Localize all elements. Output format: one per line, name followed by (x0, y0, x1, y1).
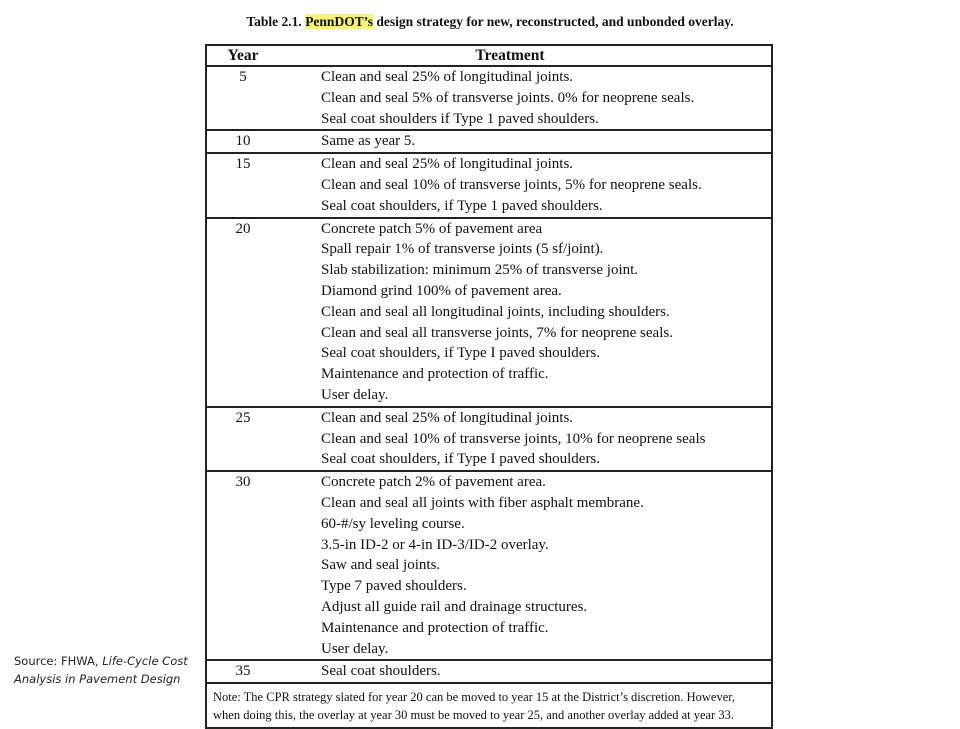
source-citation (14, 652, 194, 688)
treatment-item: 60-#/sy leveling course. (321, 515, 465, 532)
treatment-cell (279, 154, 771, 216)
year-cell: 15 (235, 156, 251, 173)
treatment-item: Slab stabilization: minimum 25% of transverse joint. (321, 262, 639, 279)
table-row (207, 408, 771, 472)
table-note: Note: The CPR strategy slated for year 20 can be moved to year 15 at the District’s discretion. However, when doing this, the overlay at year 30 must be moved to year 25, and another overlay added at year 33. (207, 682, 771, 727)
treatment-cell (279, 131, 771, 152)
table-body (207, 67, 771, 682)
treatment-item: Clean and seal 5% of transverse joints. 0% for neoprene seals. (321, 89, 695, 106)
header-year: Year (227, 47, 259, 64)
treatment-cell (279, 67, 771, 129)
table-row (207, 67, 771, 131)
year-cell: 30 (235, 474, 251, 491)
year-cell: 5 (239, 69, 247, 85)
year-cell: 10 (235, 133, 251, 150)
treatment-item: User delay. (321, 640, 389, 657)
treatment-item: Seal coat shoulders. (321, 663, 441, 680)
treatment-item: Clean and seal 25% of longitudinal joints. (321, 69, 574, 85)
treatment-item: Seal coat shoulders, if Type 1 paved shoulders. (321, 197, 603, 214)
table-row (207, 661, 771, 682)
treatment-item: Saw and seal joints. (321, 557, 441, 574)
treatment-cell (279, 408, 771, 470)
treatment-item: Maintenance and protection of traffic. (321, 366, 549, 383)
table-header (207, 46, 771, 67)
treatment-item: 3.5-in ID-2 or 4-in ID-3/ID-2 overlay. (321, 536, 549, 553)
treatment-item: Clean and seal 25% of longitudinal joints. (321, 409, 574, 426)
treatment-item: Concrete patch 2% of pavement area. (321, 474, 546, 491)
table-row (207, 154, 771, 218)
treatment-item: Same as year 5. (321, 133, 416, 150)
table-row (207, 131, 771, 154)
treatment-item: Maintenance and protection of traffic. (321, 619, 549, 636)
treatment-item: Concrete patch 5% of pavement area (321, 220, 543, 237)
treatment-item: Clean and seal all joints with fiber asphalt membrane. (321, 494, 644, 511)
source-title: Life-Cycle Cost Analysis in Pavement Design (14, 654, 188, 686)
treatment-table (205, 44, 773, 729)
header-treatment: Treatment (475, 47, 545, 64)
treatment-item: Diamond grind 100% of pavement area. (321, 282, 562, 299)
caption-prefix: Table 2.1. (246, 14, 302, 29)
treatment-item: Seal coat shoulders, if Type I paved shoulders. (321, 451, 601, 468)
treatment-item: Seal coat shoulders if Type 1 paved shoulders. (321, 110, 599, 127)
treatment-item: Spall repair 1% of transverse joints (5 sf/joint). (321, 241, 604, 258)
treatment-item: User delay. (321, 386, 389, 403)
table-row (207, 472, 771, 661)
year-cell: 20 (235, 220, 251, 237)
treatment-cell (279, 472, 771, 659)
treatment-cell (279, 219, 771, 406)
caption-highlight: PennDOT’s (305, 14, 373, 29)
treatment-item: Adjust all guide rail and drainage structures. (321, 598, 588, 615)
treatment-item: Clean and seal 10% of transverse joints, 10% for neoprene seals (321, 430, 706, 447)
treatment-item: Clean and seal all transverse joints, 7% for neoprene seals. (321, 324, 673, 341)
table-caption (205, 14, 775, 30)
treatment-item: Clean and seal all longitudinal joints, including shoulders. (321, 303, 670, 320)
treatment-item: Clean and seal 10% of transverse joints, 5% for neoprene seals. (321, 176, 702, 193)
source-prefix: Source: FHWA, (14, 654, 103, 668)
year-cell: 35 (235, 663, 251, 680)
treatment-item: Clean and seal 25% of longitudinal joints. (321, 156, 574, 173)
table-row (207, 219, 771, 408)
treatment-cell (279, 661, 771, 682)
treatment-item: Type 7 paved shoulders. (321, 578, 467, 595)
year-cell: 25 (235, 409, 251, 426)
caption-rest: design strategy for new, reconstructed, and unbonded overlay. (376, 14, 734, 29)
treatment-item: Seal coat shoulders, if Type I paved shoulders. (321, 345, 601, 362)
